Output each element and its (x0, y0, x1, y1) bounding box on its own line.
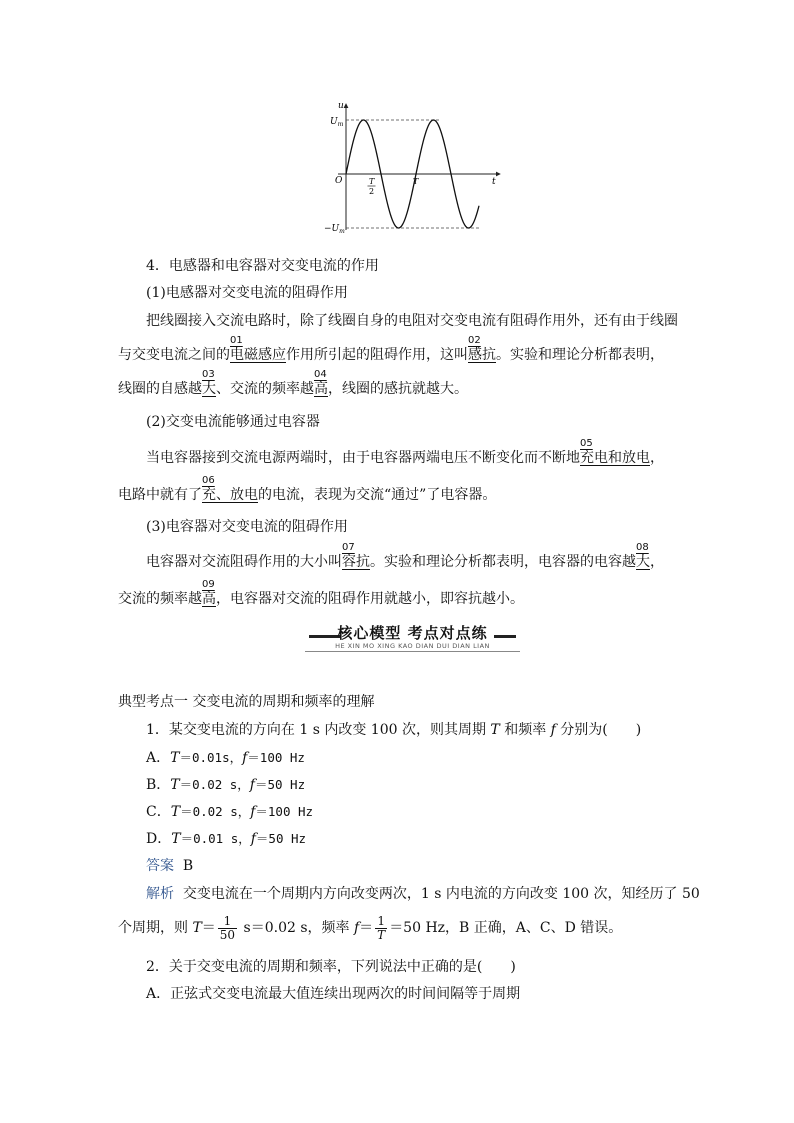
symbol-f: f (242, 750, 248, 766)
text-run: 当电容器接到交流电源两端时，由于电容器两端电压不断变化而不断地 (146, 450, 580, 466)
fraction-denominator: 50 (219, 927, 236, 942)
text-run: ＝50 Hz，B 正确，A、C、D 错误。 (389, 920, 623, 936)
analysis-text: 交变电流在一个周期内方向改变两次，1 s 内电流的方向改变 100 次，知经历了 50 (182, 886, 700, 902)
blank-04 (314, 369, 328, 398)
neg-um-label: $-U_m$ (324, 224, 345, 233)
text-run: 、交流的频率越 (216, 381, 314, 397)
blank-number: 04 (314, 369, 327, 380)
section-banner (305, 624, 520, 652)
text-run: ， (650, 450, 664, 466)
subsection-1-para-line3 (118, 369, 468, 398)
sine-wave-graph (320, 98, 510, 233)
blank-number: 02 (468, 335, 481, 346)
text-run: 。实验和理论分析都表明，电容器的电容越 (370, 554, 636, 570)
text-run: 作用所引起的阻碍作用，这叫 (286, 347, 468, 363)
blank-03 (202, 369, 216, 398)
blank-08 (636, 542, 650, 571)
option-label: A． (146, 750, 171, 766)
text-run: 个周期，则 (118, 920, 193, 936)
text-run: 1．某交变电流的方向在 1 s 内改变 100 次，则其周期 (146, 722, 491, 738)
subsection-3-para-line1 (146, 542, 664, 571)
analysis-label: 解析 (146, 886, 174, 902)
text-run: ， (650, 554, 664, 570)
option-value: ＝0.02 s， (180, 804, 251, 819)
fraction-numerator: 1 (375, 915, 387, 929)
option-value: ＝50 Hz (254, 777, 306, 792)
subsection-1-title: (1)电感器对交变电流的阻碍作用 (146, 285, 348, 301)
blank-number: 07 (342, 542, 355, 553)
blank-07 (342, 542, 370, 571)
blank-06 (202, 475, 258, 504)
blank-05 (580, 438, 650, 467)
blank-02 (468, 335, 496, 364)
option-value: ＝100 Hz (255, 804, 314, 819)
question-2-stem: 2．关于交变电流的周期和频率，下列说法中正确的是( ) (146, 959, 516, 975)
question-2-option-a: A．正弦式交变电流最大值连续出现两次的时间间隔等于周期 (146, 986, 521, 1002)
answer-line (146, 857, 193, 875)
half-t-num: T (369, 177, 375, 186)
origin-label: O (335, 176, 343, 186)
blank-answer: 高 (314, 381, 328, 397)
blank-number: 01 (230, 335, 243, 346)
option-label: B． (146, 777, 171, 793)
text-run: 线圈的自感越 (118, 381, 202, 397)
option-value: ＝0.01 s， (180, 831, 251, 846)
blank-answer: 充、放电 (202, 487, 258, 503)
blank-answer: 大 (202, 381, 216, 397)
option-value: ＝0.01s， (179, 750, 243, 765)
text-run: ，电容器对交流的阻碍作用就越小，即容抗越小。 (216, 591, 524, 607)
blank-answer: 容抗 (342, 554, 370, 570)
question-1-stem (146, 721, 641, 739)
text-run: s＝0.02 s，频率 (239, 920, 354, 936)
answer-value: B (182, 858, 194, 874)
subsection-2-para-line1 (146, 438, 664, 467)
blank-number: 05 (580, 438, 593, 449)
blank-answer: 大 (636, 554, 650, 570)
subsection-3-title: (3)电容器对交变电流的阻碍作用 (146, 519, 348, 535)
banner-pinyin: HE XIN MO XING KAO DIAN DUI DIAN LIAN (335, 642, 490, 650)
um-label: $U_m$ (330, 117, 344, 128)
symbol-T: T (171, 831, 181, 847)
symbol-T: T (490, 722, 500, 738)
blank-answer: 高 (202, 591, 216, 607)
symbol-T: T (170, 804, 181, 820)
option-label: D． (146, 831, 172, 847)
symbol-T: T (192, 920, 202, 936)
axis-t-label: t (492, 177, 496, 187)
text-run: 和频率 (499, 722, 551, 738)
blank-answer: 感抗 (468, 347, 496, 363)
blank-number: 09 (202, 579, 215, 590)
text-run: 与交变电流之间的 (118, 347, 230, 363)
blank-number: 06 (202, 475, 215, 486)
fraction-numerator: 1 (218, 915, 237, 929)
symbol-T: T (170, 777, 180, 793)
blank-answer: 电磁感应 (230, 347, 286, 363)
blank-09 (202, 579, 216, 608)
banner-title: 核心模型 考点对点练 (337, 624, 488, 642)
subsection-2-para-line2 (118, 475, 497, 504)
text-run: ，线圈的感抗就越大。 (328, 381, 468, 397)
subsection-3-para-line2 (118, 579, 524, 608)
blank-01 (230, 335, 286, 364)
option-c (146, 803, 313, 821)
fraction-1-over-T (375, 915, 387, 942)
option-b (146, 776, 305, 794)
symbol-T: T (170, 750, 180, 766)
text-run: 的电流，表现为交流“通过”了电容器。 (258, 487, 497, 503)
option-value: ＝50 Hz (255, 831, 307, 846)
subsection-1-para-line2 (118, 335, 664, 364)
option-value: ＝100 Hz (247, 750, 305, 765)
symbol-f: f (353, 920, 360, 936)
analysis-line2 (118, 914, 622, 942)
subsection-2-title: (2)交变电流能够通过电容器 (146, 414, 320, 430)
option-d (146, 830, 306, 848)
option-label: C． (146, 804, 171, 820)
symbol-f: f (250, 831, 256, 847)
t-label: T (413, 177, 419, 186)
text-run: 分别为( ) (555, 722, 642, 738)
fraction-1-over-50 (218, 915, 237, 942)
option-value: ＝0.02 s， (179, 777, 250, 792)
equals-sign: ＝ (359, 920, 374, 936)
blank-number: 03 (202, 369, 215, 380)
symbol-f: f (250, 804, 256, 820)
symbol-f: f (249, 777, 255, 793)
blank-answer: 充电和放电 (580, 450, 650, 466)
axis-u-label: u (338, 101, 344, 111)
subsection-1-para-line1: 把线圈接入交流电路时，除了线圈自身的电阻对交变电流有阻碍作用外，还有由于线圈 (146, 313, 678, 329)
text-run: 交流的频率越 (118, 591, 202, 607)
text-run: 电路中就有了 (118, 487, 202, 503)
half-t-den: 2 (369, 187, 375, 196)
fraction-denominator: T (377, 927, 386, 942)
text-run: 。实验和理论分析都表明， (496, 347, 664, 363)
equals-sign: ＝ (201, 920, 216, 936)
text-run: 电容器对交流阻碍作用的大小叫 (146, 554, 342, 570)
section-4-heading: 4．电感器和电容器对交变电流的作用 (146, 258, 379, 274)
keypoint-1-heading: 典型考点一 交变电流的周期和频率的理解 (118, 694, 375, 710)
option-a (146, 749, 305, 767)
blank-number: 08 (636, 542, 649, 553)
symbol-f: f (550, 722, 556, 738)
answer-label: 答案 (146, 858, 174, 874)
analysis-line1 (146, 885, 700, 903)
